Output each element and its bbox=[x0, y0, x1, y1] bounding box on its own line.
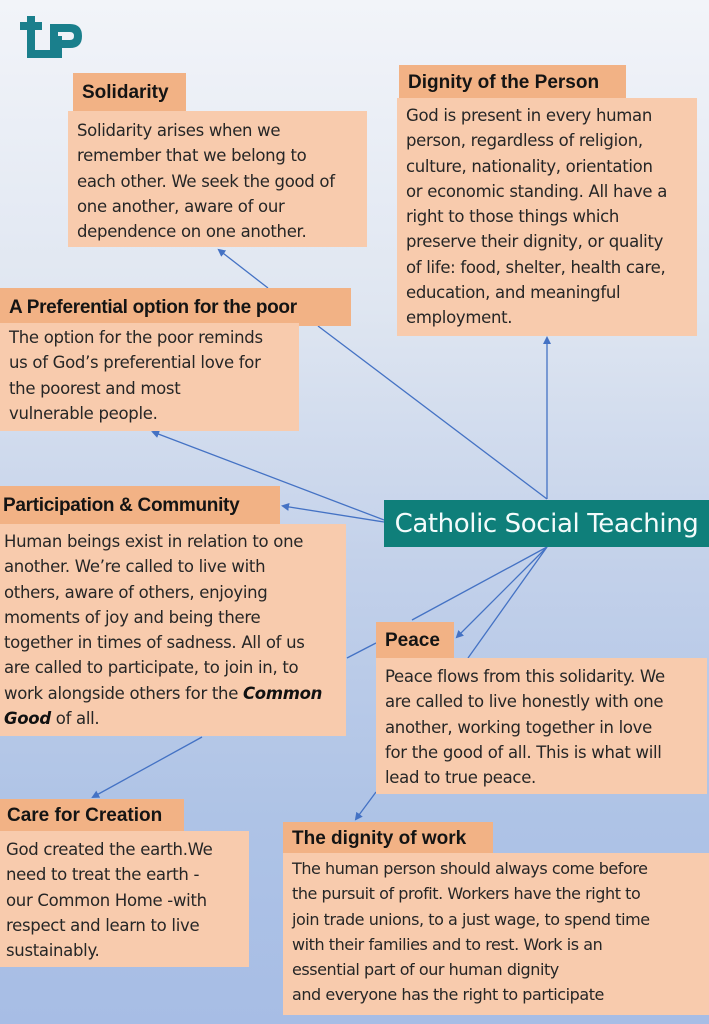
node-body-dignity-work bbox=[283, 853, 709, 1015]
node-body-care-creation bbox=[0, 831, 249, 967]
text-line: us of God’s preferential love for bbox=[9, 353, 261, 373]
center-node-catholic-social-teaching: Catholic Social Teaching bbox=[384, 500, 709, 547]
node-title-participation: Participation & Community bbox=[0, 486, 280, 524]
text-line: another. We’re called to live with bbox=[4, 557, 266, 577]
node-title-care-creation: Care for Creation bbox=[0, 799, 184, 831]
node-body-solidarity bbox=[68, 111, 367, 247]
node-title-preferential-option: A Preferential option for the poor bbox=[0, 288, 351, 326]
text-line: the poorest and most bbox=[9, 378, 181, 398]
text-line: moments of joy and being there bbox=[4, 607, 261, 627]
text-line: for the good of all. This is what will bbox=[385, 742, 662, 762]
text-line: God is present in every human bbox=[406, 106, 652, 125]
text-line: lead to true peace. bbox=[385, 768, 536, 788]
node-body-preferential-option bbox=[0, 323, 299, 431]
node-title-dignity-person: Dignity of the Person bbox=[399, 65, 626, 99]
text-line: our Common Home -with bbox=[6, 890, 207, 910]
text-segment: work alongside others for the bbox=[4, 683, 243, 703]
node-body-peace bbox=[376, 658, 707, 794]
text-line: of life: food, shelter, health care, bbox=[406, 257, 666, 277]
text-line: The human person should always come before bbox=[292, 859, 648, 878]
text-line: others, aware of others, enjoying bbox=[4, 582, 268, 602]
text-line: another, working together in love bbox=[385, 717, 652, 737]
text-line: the pursuit of profit. Workers have the right to bbox=[292, 884, 641, 904]
node-title-dignity-work: The dignity of work bbox=[283, 822, 493, 854]
text-line: Solidarity arises when we bbox=[77, 121, 281, 140]
text-line: are called to participate, to join in, to bbox=[4, 658, 299, 678]
node-body-dignity-person bbox=[397, 98, 697, 336]
text-segment: of all. bbox=[50, 709, 100, 729]
text-line bbox=[4, 681, 337, 706]
text-line: with their families and to rest. Work is an bbox=[292, 934, 603, 954]
text-line: vulnerable people. bbox=[9, 403, 158, 423]
text-line: respect and learn to live bbox=[6, 915, 200, 935]
text-line: join trade unions, to a just wage, to spend time bbox=[292, 909, 650, 929]
text-line: Peace flows from this solidarity. We bbox=[385, 667, 665, 686]
text-line: sustainably. bbox=[6, 941, 100, 961]
text-line bbox=[4, 706, 337, 731]
text-line: or economic standing. All have a bbox=[406, 181, 668, 201]
text-line: dependence on one another. bbox=[77, 222, 307, 242]
text-line: one another, aware of our bbox=[77, 196, 285, 216]
text-line: together in times of sadness. All of us bbox=[4, 633, 305, 653]
node-title-solidarity: Solidarity bbox=[73, 73, 186, 111]
text-line: culture, nationality, orientation bbox=[406, 156, 653, 176]
text-line: The option for the poor reminds bbox=[9, 328, 263, 347]
text-line: God created the earth.We bbox=[6, 840, 213, 859]
node-title-peace: Peace bbox=[376, 622, 454, 658]
text-line: need to treat the earth - bbox=[6, 865, 200, 885]
emphasis-common: Common bbox=[243, 683, 323, 703]
text-line: person, regardless of religion, bbox=[406, 131, 643, 151]
text-line: each other. We seek the good of bbox=[77, 171, 335, 191]
text-line: education, and meaningful bbox=[406, 283, 621, 303]
text-line: remember that we belong to bbox=[77, 146, 307, 166]
tp-logo bbox=[20, 16, 86, 64]
node-body-participation bbox=[0, 524, 346, 736]
emphasis-good: Good bbox=[4, 709, 51, 729]
text-line: preserve their dignity, or quality bbox=[406, 232, 664, 252]
text-line: essential part of our human dignity bbox=[292, 960, 559, 980]
text-line: and everyone has the right to participate bbox=[292, 985, 604, 1005]
text-line: employment. bbox=[406, 308, 513, 328]
text-line: are called to live honestly with one bbox=[385, 692, 664, 712]
text-line: right to those things which bbox=[406, 207, 620, 227]
text-line: Human beings exist in relation to one bbox=[4, 532, 304, 551]
